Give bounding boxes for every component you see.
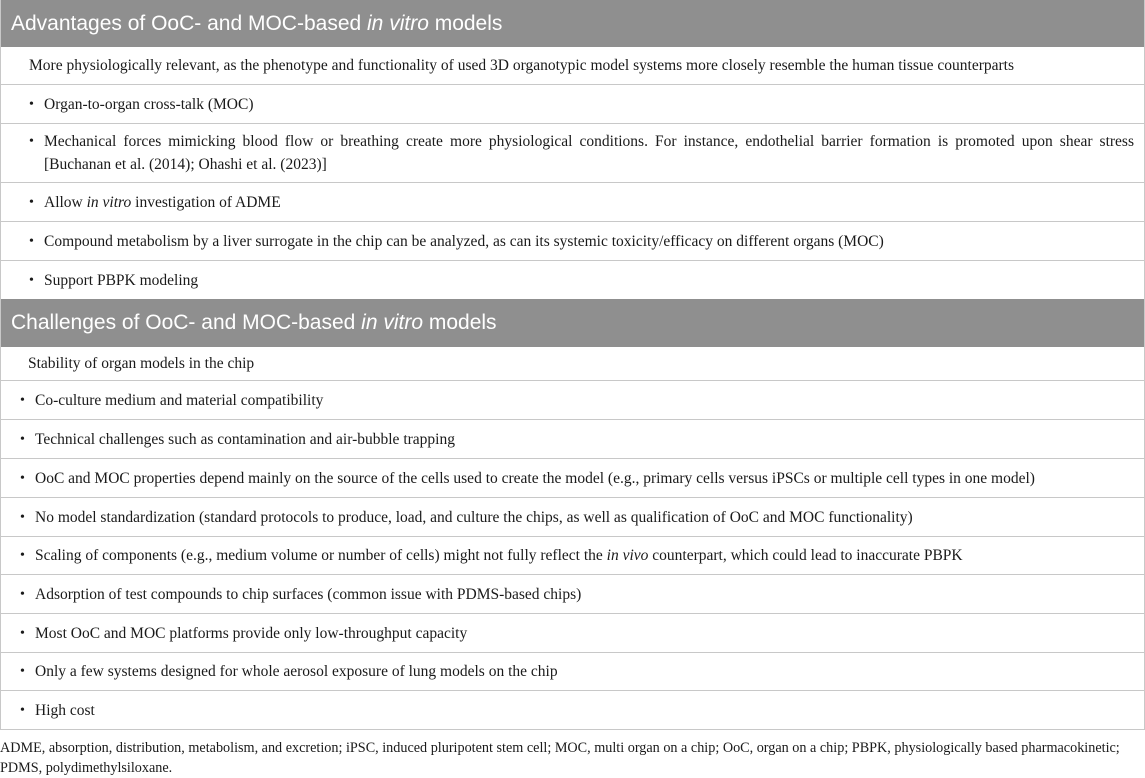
challenge-row (1, 498, 1144, 537)
advantage-text (44, 191, 1134, 214)
challenges-header-italic: in vitro (361, 311, 424, 334)
challenges-header-prefix: Challenges of OoC- and MOC-based (11, 311, 362, 334)
challenge-row (1, 614, 1144, 653)
advantage-text: Organ-to-organ cross-talk (MOC) (44, 95, 254, 113)
bullet-icon: • (29, 96, 34, 112)
advantage-text-italic: in vitro (86, 193, 132, 211)
challenge-row (1, 653, 1144, 691)
challenges-header (1, 299, 1144, 347)
advantage-text-pre: Allow (44, 193, 87, 211)
advantages-section (1, 0, 1144, 299)
bullet-icon: • (20, 702, 25, 718)
challenges-intro-text: Stability of organ models in the chip (28, 355, 255, 372)
challenge-row (1, 459, 1144, 498)
challenge-row (1, 381, 1144, 420)
advantage-text: Mechanical forces mimicking blood flow or breathing create more physiological conditions. For instance, endothelial barrier formation is promoted upon shear stress [Buchanan et al. (2014); Ohashi et al. (2023)] (44, 133, 1134, 173)
challenge-text-italic: in vivo (606, 547, 649, 564)
challenge-text: Most OoC and MOC platforms provide only low-throughput capacity (35, 624, 468, 642)
challenge-text-post: counterpart, which could lead to inaccurate PBPK (648, 547, 963, 564)
challenge-text: High cost (35, 701, 95, 719)
advantage-row (1, 85, 1144, 124)
bullet-icon: • (20, 470, 25, 486)
advantage-row (1, 261, 1144, 299)
bullet-icon: • (20, 586, 25, 602)
advantage-text: Compound metabolism by a liver surrogate in the chip can be analyzed, as can its systemic toxicity/efficacy on different organs (MOC) (44, 232, 884, 250)
bullet-icon: • (20, 625, 25, 641)
table-footnote: ADME, absorption, distribution, metabolism, and excretion; iPSC, induced pluripotent stem cell; MOC, multi organ on a chip; OoC, organ on a chip; PBPK, physiologically based pharmacokinetic; PDMS, polydimethylsiloxane. (0, 740, 1120, 776)
challenge-text (35, 544, 1134, 567)
challenges-header-suffix: models (423, 311, 497, 334)
bullet-icon: • (20, 392, 25, 408)
advantages-intro-row (1, 47, 1144, 85)
bullet-icon: • (29, 194, 34, 210)
bullet-icon: • (20, 548, 25, 563)
advantage-row (1, 124, 1144, 183)
advantage-row (1, 222, 1144, 261)
challenge-text: OoC and MOC properties depend mainly on the source of the cells used to create the model (e.g., primary cells versus iPSCs or multiple cell types in one model) (35, 469, 1035, 487)
challenge-row (1, 691, 1144, 730)
advantage-row (1, 183, 1144, 222)
advantage-text-post: investigation of ADME (131, 193, 281, 211)
bullet-icon: • (20, 509, 25, 525)
advantages-intro-text: More physiologically relevant, as the phenotype and functionality of used 3D organotypic model systems more closely resemble the human tissue counterparts (29, 57, 1015, 74)
advantages-header-italic: in vitro (367, 12, 429, 35)
challenge-row (1, 575, 1144, 614)
challenge-row (1, 537, 1144, 575)
challenge-text: Technical challenges such as contamination and air-bubble trapping (35, 430, 455, 448)
challenge-text-pre: Scaling of components (e.g., medium volume or number of cells) might not fully reflect the (35, 547, 607, 564)
advantage-text: Support PBPK modeling (44, 271, 199, 289)
challenges-section (1, 299, 1144, 730)
challenge-text: No model standardization (standard protocols to produce, load, and culture the chips, as well as qualification of OoC and MOC functionality) (35, 508, 913, 526)
challenge-text: Only a few systems designed for whole aerosol exposure of lung models on the chip (35, 663, 558, 680)
challenge-text: Adsorption of test compounds to chip surfaces (common issue with PDMS-based chips) (35, 585, 582, 603)
bullet-icon: • (20, 664, 25, 679)
challenge-text: Co-culture medium and material compatibility (35, 391, 324, 409)
challenges-intro-row (1, 347, 1144, 381)
advantages-header-prefix: Advantages of OoC- and MOC-based (11, 12, 368, 35)
bullet-icon: • (20, 431, 25, 447)
bullet-icon: • (29, 272, 34, 288)
bullet-icon: • (29, 233, 34, 249)
advantages-header-suffix: models (428, 12, 503, 35)
advantages-header (1, 0, 1144, 47)
bullet-icon: • (29, 134, 34, 149)
challenge-row (1, 420, 1144, 459)
